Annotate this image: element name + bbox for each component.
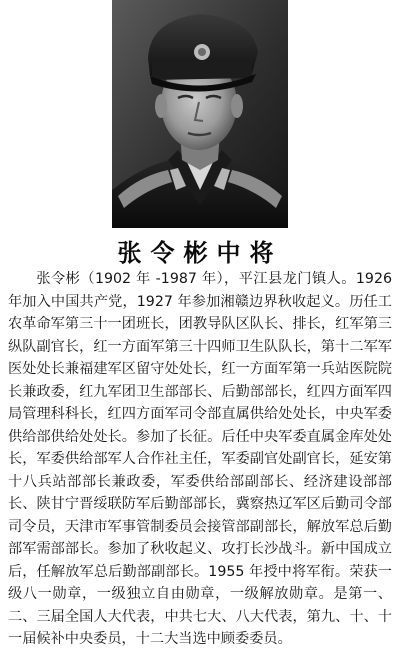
biography-text: 张令彬（1902 年 -1987 年），平江县龙门镇人。1926 年加入中国共产党，1927 年参加湘赣边界秋收起义。历任工农革命军第三十一团班长，团教导队区队长、排长，红军第三纵队副官长，红一方面军第三十四师卫生队队长，第十二军军医处处长兼福建军区留守处处长，红一方面军第一兵站医院院长兼政委，红九军团卫生部部长、后勤部部长，红四方面军四局管理科科长，红四方面军司令部直属供给处处长，中央军委供给部供给处处长。参加了长征。后任中央军委直属金库处处长，军委供给部军人合作社主任，军委副官处副官长，延安第十八兵站部部长兼政委，军委供给部副部长、经济建设部部长、陕甘宁晋绥联防军后勤部部长，冀察热辽军区后勤司令部司令员，天津市军事管制委员会接管部副部长，解放军总后勤部军需部部长。参加了秋收起义、攻打长沙战斗。新中国成立后，任解放军总后勤部副部长。1955 年授中将军衔。荣获一级八一勋章，一级独立自由勋章，一级解放勋章。是第一、二、三届全国人大代表，中共七大、八大代表，第九、十、十一届候补中央委员，十二大当选中顾委委员。: [8, 271, 392, 647]
general-portrait-icon: [0, 0, 400, 228]
page-title: 张令彬中将: [117, 239, 283, 267]
portrait-photo: [0, 0, 400, 228]
